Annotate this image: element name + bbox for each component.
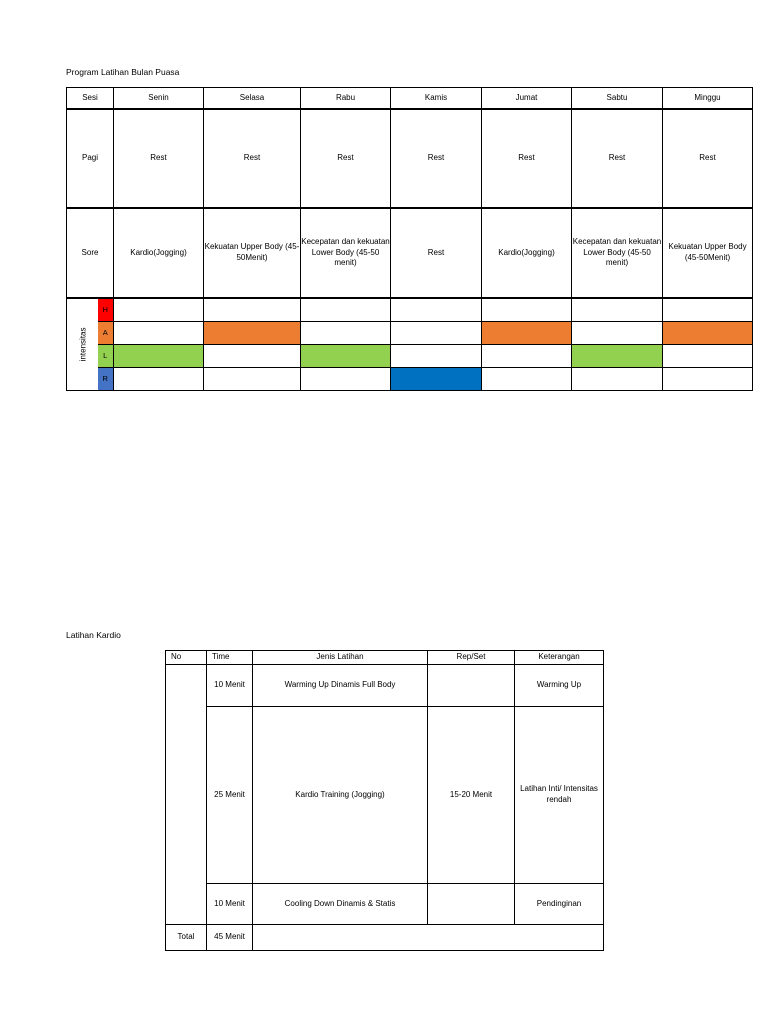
header-cell-sesi: Sesi (67, 88, 114, 110)
cardio-total-time: 45 Menit (207, 925, 253, 951)
cardio-jenis: Warming Up Dinamis Full Body (253, 665, 428, 707)
intensity-row-a (67, 322, 753, 345)
session-label-sore: Sore (67, 208, 114, 298)
weekly-header-row (67, 88, 753, 110)
cardio-jenis: Cooling Down Dinamis & Statis (253, 884, 428, 925)
cardio-total-row (166, 925, 604, 951)
cardio-table (165, 650, 604, 951)
cell-pagi-kamis: Rest (391, 109, 482, 208)
header-cell-minggu: Minggu (663, 88, 753, 110)
intensity-cell (301, 298, 391, 322)
header-cell-kamis: Kamis (391, 88, 482, 110)
intensity-cell (663, 298, 753, 322)
cardio-row (166, 707, 604, 884)
cardio-row (166, 884, 604, 925)
intensity-label: intensitas (78, 327, 88, 362)
intensity-cell (204, 345, 301, 368)
cardio-header-no: No (166, 651, 207, 665)
intensity-cell (663, 368, 753, 391)
cardio-jenis: Kardio Training (Jogging) (253, 707, 428, 884)
cardio-total-empty (253, 925, 604, 951)
intensity-row-h (67, 298, 753, 322)
intensity-cell (391, 368, 482, 391)
intensity-cell (114, 322, 204, 345)
intensity-cell (572, 368, 663, 391)
header-cell-sabtu: Sabtu (572, 88, 663, 110)
cell-pagi-senin: Rest (114, 109, 204, 208)
header-cell-selasa: Selasa (204, 88, 301, 110)
cell-pagi-rabu: Rest (301, 109, 391, 208)
intensity-cell (482, 368, 572, 391)
intensity-row-l (67, 345, 753, 368)
cardio-row (166, 665, 604, 707)
cell-pagi-sabtu: Rest (572, 109, 663, 208)
cardio-header-rep: Rep/Set (428, 651, 515, 665)
header-cell-senin: Senin (114, 88, 204, 110)
intensity-cell (482, 322, 572, 345)
cardio-rep (428, 665, 515, 707)
intensity-cell (114, 345, 204, 368)
cell-sore-minggu: Kekuatan Upper Body (45-50Menit) (663, 208, 753, 298)
intensity-cell (482, 298, 572, 322)
intensity-cell (204, 368, 301, 391)
header-cell-rabu: Rabu (301, 88, 391, 110)
intensity-cell (301, 368, 391, 391)
cardio-time: 10 Menit (207, 665, 253, 707)
intensity-cell (482, 345, 572, 368)
cell-pagi-minggu: Rest (663, 109, 753, 208)
cell-sore-rabu: Kecepatan dan kekuatan Lower Body (45-50 menit) (301, 208, 391, 298)
cardio-keterangan: Pendinginan (515, 884, 604, 925)
cardio-keterangan: Latihan Inti/ Intensitas rendah (515, 707, 604, 884)
intensity-cell (572, 345, 663, 368)
cardio-rep (428, 884, 515, 925)
session-label-pagi: Pagi (67, 109, 114, 208)
cardio-total-label: Total (166, 925, 207, 951)
cardio-time: 10 Menit (207, 884, 253, 925)
intensity-label-cell (67, 298, 98, 391)
header-cell-jumat: Jumat (482, 88, 572, 110)
cardio-no-cell (166, 665, 207, 925)
cell-pagi-jumat: Rest (482, 109, 572, 208)
cell-sore-jumat: Kardio(Jogging) (482, 208, 572, 298)
session-row-sore (67, 208, 753, 298)
intensity-cell (204, 322, 301, 345)
intensity-cell (572, 322, 663, 345)
cardio-header-jenis: Jenis Latihan (253, 651, 428, 665)
cardio-rep: 15-20 Menit (428, 707, 515, 884)
intensity-cell (204, 298, 301, 322)
intensity-cell (391, 298, 482, 322)
intensity-row-r (67, 368, 753, 391)
cardio-header-time: Time (207, 651, 253, 665)
program-title: Program Latihan Bulan Puasa (66, 67, 180, 77)
weekly-program-table (66, 87, 753, 391)
intensity-cell (391, 345, 482, 368)
cell-sore-kamis: Rest (391, 208, 482, 298)
intensity-cell (114, 368, 204, 391)
intensity-cell (301, 322, 391, 345)
cardio-title: Latihan Kardio (66, 630, 121, 640)
cardio-header-keterangan: Keterangan (515, 651, 604, 665)
cardio-keterangan: Warming Up (515, 665, 604, 707)
intensity-cell (572, 298, 663, 322)
intensity-cell (391, 322, 482, 345)
cell-sore-selasa: Kekuatan Upper Body (45-50Menit) (204, 208, 301, 298)
cardio-time: 25 Menit (207, 707, 253, 884)
intensity-cell (301, 345, 391, 368)
cell-pagi-selasa: Rest (204, 109, 301, 208)
cardio-header-row (166, 651, 604, 665)
session-row-pagi (67, 109, 753, 208)
intensity-level-h: H (98, 298, 114, 322)
cell-sore-sabtu: Kecepatan dan kekuatan Lower Body (45-50 menit) (572, 208, 663, 298)
intensity-level-a: A (98, 322, 114, 345)
intensity-cell (663, 322, 753, 345)
cell-sore-senin: Kardio(Jogging) (114, 208, 204, 298)
intensity-cell (663, 345, 753, 368)
intensity-level-l: L (98, 345, 114, 368)
intensity-level-r: R (98, 368, 114, 391)
intensity-cell (114, 298, 204, 322)
